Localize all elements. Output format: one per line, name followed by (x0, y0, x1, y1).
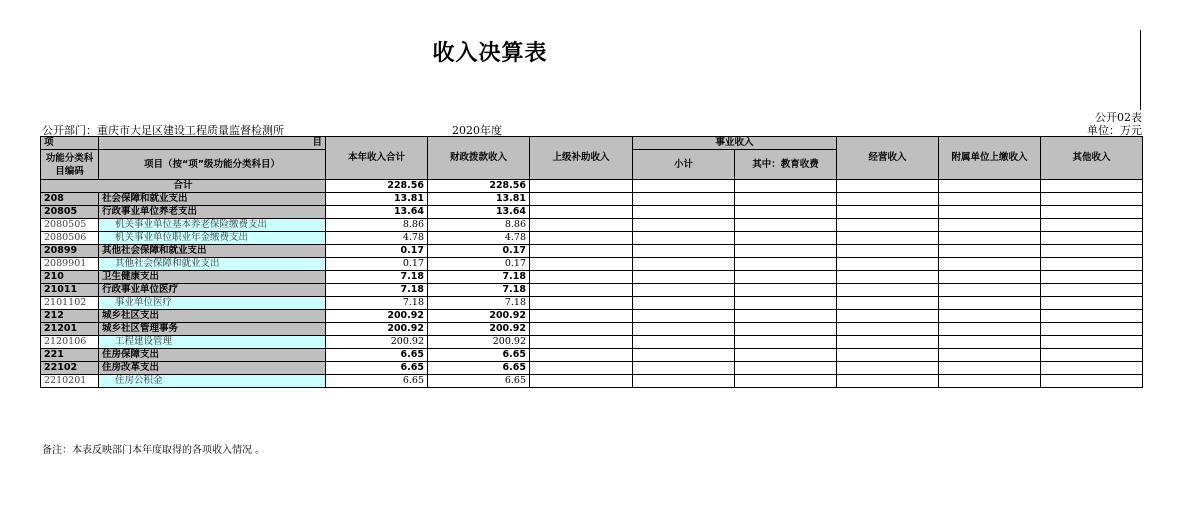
empty-cell (633, 284, 735, 297)
item-name-cell: 工程建设管理 (99, 336, 326, 349)
item-name-cell: 住房改革支出 (99, 362, 326, 375)
total-income-cell: 200.92 (326, 323, 428, 336)
empty-cell (939, 297, 1041, 310)
empty-cell (530, 219, 633, 232)
total-income-cell: 13.81 (326, 193, 428, 206)
empty-cell (837, 336, 939, 349)
fiscal-year: 2020年度 (452, 124, 502, 137)
report-title: 收入决算表 (432, 41, 548, 66)
fiscal-cell: 6.65 (428, 349, 530, 362)
fiscal-cell: 7.18 (428, 297, 530, 310)
header-mu: 目 (99, 137, 326, 150)
total-income-cell: 200.92 (326, 310, 428, 323)
empty-cell (939, 206, 1041, 219)
empty-cell (837, 271, 939, 284)
fiscal-cell: 200.92 (428, 323, 530, 336)
header-edu-fee: 其中：教育收费 (735, 150, 837, 180)
function-code-cell: 20805 (41, 206, 99, 219)
table-row (41, 258, 1143, 271)
empty-cell (1041, 310, 1143, 323)
empty-cell (530, 323, 633, 336)
empty-cell (837, 323, 939, 336)
empty-cell (939, 362, 1041, 375)
empty-cell (633, 206, 735, 219)
empty-cell (1041, 219, 1143, 232)
empty-cell (735, 206, 837, 219)
header-operating: 经营收入 (837, 137, 939, 180)
empty-cell (633, 310, 735, 323)
empty-cell (735, 375, 837, 388)
header-func-code: 功能分类科目编码 (41, 150, 99, 180)
empty-cell (735, 362, 837, 375)
empty-cell (837, 232, 939, 245)
header-subtotal: 小计 (633, 150, 735, 180)
empty-cell (939, 349, 1041, 362)
total-income-cell: 6.65 (326, 375, 428, 388)
item-name-cell: 卫生健康支出 (99, 271, 326, 284)
empty-cell (530, 193, 633, 206)
function-code-cell: 22102 (41, 362, 99, 375)
function-code-cell: 2080505 (41, 219, 99, 232)
empty-cell (633, 375, 735, 388)
function-code-cell: 2210201 (41, 375, 99, 388)
function-code-cell: 2089901 (41, 258, 99, 271)
total-income-cell: 6.65 (326, 349, 428, 362)
empty-cell (633, 193, 735, 206)
empty-cell (837, 349, 939, 362)
empty-cell (837, 297, 939, 310)
fiscal-cell: 6.65 (428, 362, 530, 375)
item-name-cell: 机关事业单位基本养老保险缴费支出 (99, 219, 326, 232)
empty-cell (735, 245, 837, 258)
income-table (40, 136, 1143, 388)
header-total-income: 本年收入合计 (326, 137, 428, 180)
empty-cell (735, 219, 837, 232)
empty-cell (939, 375, 1041, 388)
fiscal-cell: 0.17 (428, 258, 530, 271)
empty-cell (837, 375, 939, 388)
total-income-cell: 8.86 (326, 219, 428, 232)
empty-cell (735, 232, 837, 245)
table-body (41, 180, 1143, 388)
fiscal-cell: 6.65 (428, 375, 530, 388)
item-name-cell: 其他社会保障和就业支出 (99, 258, 326, 271)
empty-cell (530, 362, 633, 375)
header-fiscal: 财政拨款收入 (428, 137, 530, 180)
empty-cell (1041, 336, 1143, 349)
empty-cell (633, 336, 735, 349)
empty-cell (530, 375, 633, 388)
item-name-cell: 城乡社区支出 (99, 310, 326, 323)
empty-cell (1041, 284, 1143, 297)
total-label: 合计 (41, 180, 326, 193)
empty-cell (939, 232, 1041, 245)
empty-cell (1041, 271, 1143, 284)
form-number: 公开02表 (1095, 111, 1142, 124)
fiscal-cell: 13.81 (428, 193, 530, 206)
page-edge-line (1140, 30, 1141, 110)
header-item-name: 项目（按“项”级功能分类科目） (99, 150, 326, 180)
table-row (41, 310, 1143, 323)
total-income-cell: 7.18 (326, 297, 428, 310)
empty-cell (735, 284, 837, 297)
empty-cell (837, 206, 939, 219)
table-row (41, 219, 1143, 232)
empty-cell (1041, 375, 1143, 388)
empty-cell (939, 193, 1041, 206)
total-income-cell: 7.18 (326, 284, 428, 297)
table-row (41, 284, 1143, 297)
item-name-cell: 社会保障和就业支出 (99, 193, 326, 206)
table-row (41, 297, 1143, 310)
department-label: 公开部门：重庆市大足区建设工程质量监督检测所 (42, 124, 284, 137)
header-xiang: 项 (41, 137, 99, 150)
total-income-cell: 4.78 (326, 232, 428, 245)
empty-cell (735, 193, 837, 206)
empty-cell (939, 336, 1041, 349)
empty-cell (633, 349, 735, 362)
total-fiscal-cell: 228.56 (428, 180, 530, 193)
empty-cell (735, 336, 837, 349)
empty-cell (837, 310, 939, 323)
empty-cell (530, 310, 633, 323)
total-income-cell: 13.64 (326, 206, 428, 219)
function-code-cell: 21011 (41, 284, 99, 297)
total-income-cell: 7.18 (326, 271, 428, 284)
empty-cell (939, 284, 1041, 297)
table-row (41, 323, 1143, 336)
item-name-cell: 行政事业单位养老支出 (99, 206, 326, 219)
empty-cell (837, 258, 939, 271)
empty-cell (530, 206, 633, 219)
item-name-cell: 事业单位医疗 (99, 297, 326, 310)
empty-cell (530, 284, 633, 297)
total-income-cell: 228.56 (326, 180, 428, 193)
empty-cell (530, 271, 633, 284)
empty-cell (837, 362, 939, 375)
total-income-cell: 6.65 (326, 362, 428, 375)
total-income-cell: 0.17 (326, 245, 428, 258)
fiscal-cell: 13.64 (428, 206, 530, 219)
empty-cell (939, 245, 1041, 258)
fiscal-cell: 7.18 (428, 271, 530, 284)
empty-cell (735, 323, 837, 336)
empty-cell (837, 284, 939, 297)
function-code-cell: 21201 (41, 323, 99, 336)
footnote: 备注：本表反映部门本年度取得的各项收入情况 。 (42, 445, 266, 456)
empty-cell (837, 219, 939, 232)
item-name-cell: 住房公积金 (99, 375, 326, 388)
empty-cell (939, 310, 1041, 323)
empty-cell (633, 258, 735, 271)
empty-cell (837, 193, 939, 206)
fiscal-cell: 200.92 (428, 336, 530, 349)
function-code-cell: 208 (41, 193, 99, 206)
empty-cell (1041, 323, 1143, 336)
table-row (41, 375, 1143, 388)
empty-cell (735, 310, 837, 323)
item-name-cell: 机关事业单位职业年金缴费支出 (99, 232, 326, 245)
function-code-cell: 2120106 (41, 336, 99, 349)
empty-cell (633, 297, 735, 310)
table-row (41, 349, 1143, 362)
empty-cell (530, 349, 633, 362)
fiscal-cell: 4.78 (428, 232, 530, 245)
empty-cell (530, 258, 633, 271)
function-code-cell: 2080506 (41, 232, 99, 245)
empty-cell (530, 336, 633, 349)
empty-cell (530, 232, 633, 245)
table-row (41, 193, 1143, 206)
empty-cell (1041, 232, 1143, 245)
empty-cell (633, 271, 735, 284)
fiscal-cell: 0.17 (428, 245, 530, 258)
header-other: 其他收入 (1041, 137, 1143, 180)
function-code-cell: 20899 (41, 245, 99, 258)
empty-cell (633, 232, 735, 245)
empty-cell (1041, 362, 1143, 375)
fiscal-cell: 8.86 (428, 219, 530, 232)
empty-cell (735, 297, 837, 310)
function-code-cell: 2101102 (41, 297, 99, 310)
total-row (41, 180, 1143, 193)
fiscal-cell: 7.18 (428, 284, 530, 297)
empty-cell (633, 362, 735, 375)
header-superior: 上级补助收入 (530, 137, 633, 180)
empty-cell (735, 271, 837, 284)
fiscal-cell: 200.92 (428, 310, 530, 323)
empty-cell (1041, 258, 1143, 271)
table-row (41, 336, 1143, 349)
empty-cell (939, 258, 1041, 271)
empty-cell (633, 323, 735, 336)
empty-cell (735, 349, 837, 362)
unit-label: 单位：万元 (1087, 124, 1142, 137)
empty-cell (530, 297, 633, 310)
total-income-cell: 200.92 (326, 336, 428, 349)
table-row (41, 271, 1143, 284)
empty-cell (1041, 297, 1143, 310)
item-name-cell: 住房保障支出 (99, 349, 326, 362)
empty-cell (735, 258, 837, 271)
header-business: 事业收入 (633, 137, 837, 150)
item-name-cell: 其他社会保障和就业支出 (99, 245, 326, 258)
table-row (41, 232, 1143, 245)
function-code-cell: 210 (41, 271, 99, 284)
empty-cell (837, 245, 939, 258)
table-row (41, 206, 1143, 219)
item-name-cell: 城乡社区管理事务 (99, 323, 326, 336)
empty-cell (633, 219, 735, 232)
empty-cell (1041, 206, 1143, 219)
item-name-cell: 行政事业单位医疗 (99, 284, 326, 297)
function-code-cell: 212 (41, 310, 99, 323)
empty-cell (939, 219, 1041, 232)
table-row (41, 245, 1143, 258)
empty-cell (1041, 245, 1143, 258)
empty-cell (530, 245, 633, 258)
empty-cell (939, 323, 1041, 336)
header-affiliated: 附属单位上缴收入 (939, 137, 1041, 180)
empty-cell (1041, 193, 1143, 206)
table-row (41, 362, 1143, 375)
total-income-cell: 0.17 (326, 258, 428, 271)
empty-cell (633, 245, 735, 258)
function-code-cell: 221 (41, 349, 99, 362)
empty-cell (939, 271, 1041, 284)
empty-cell (1041, 349, 1143, 362)
